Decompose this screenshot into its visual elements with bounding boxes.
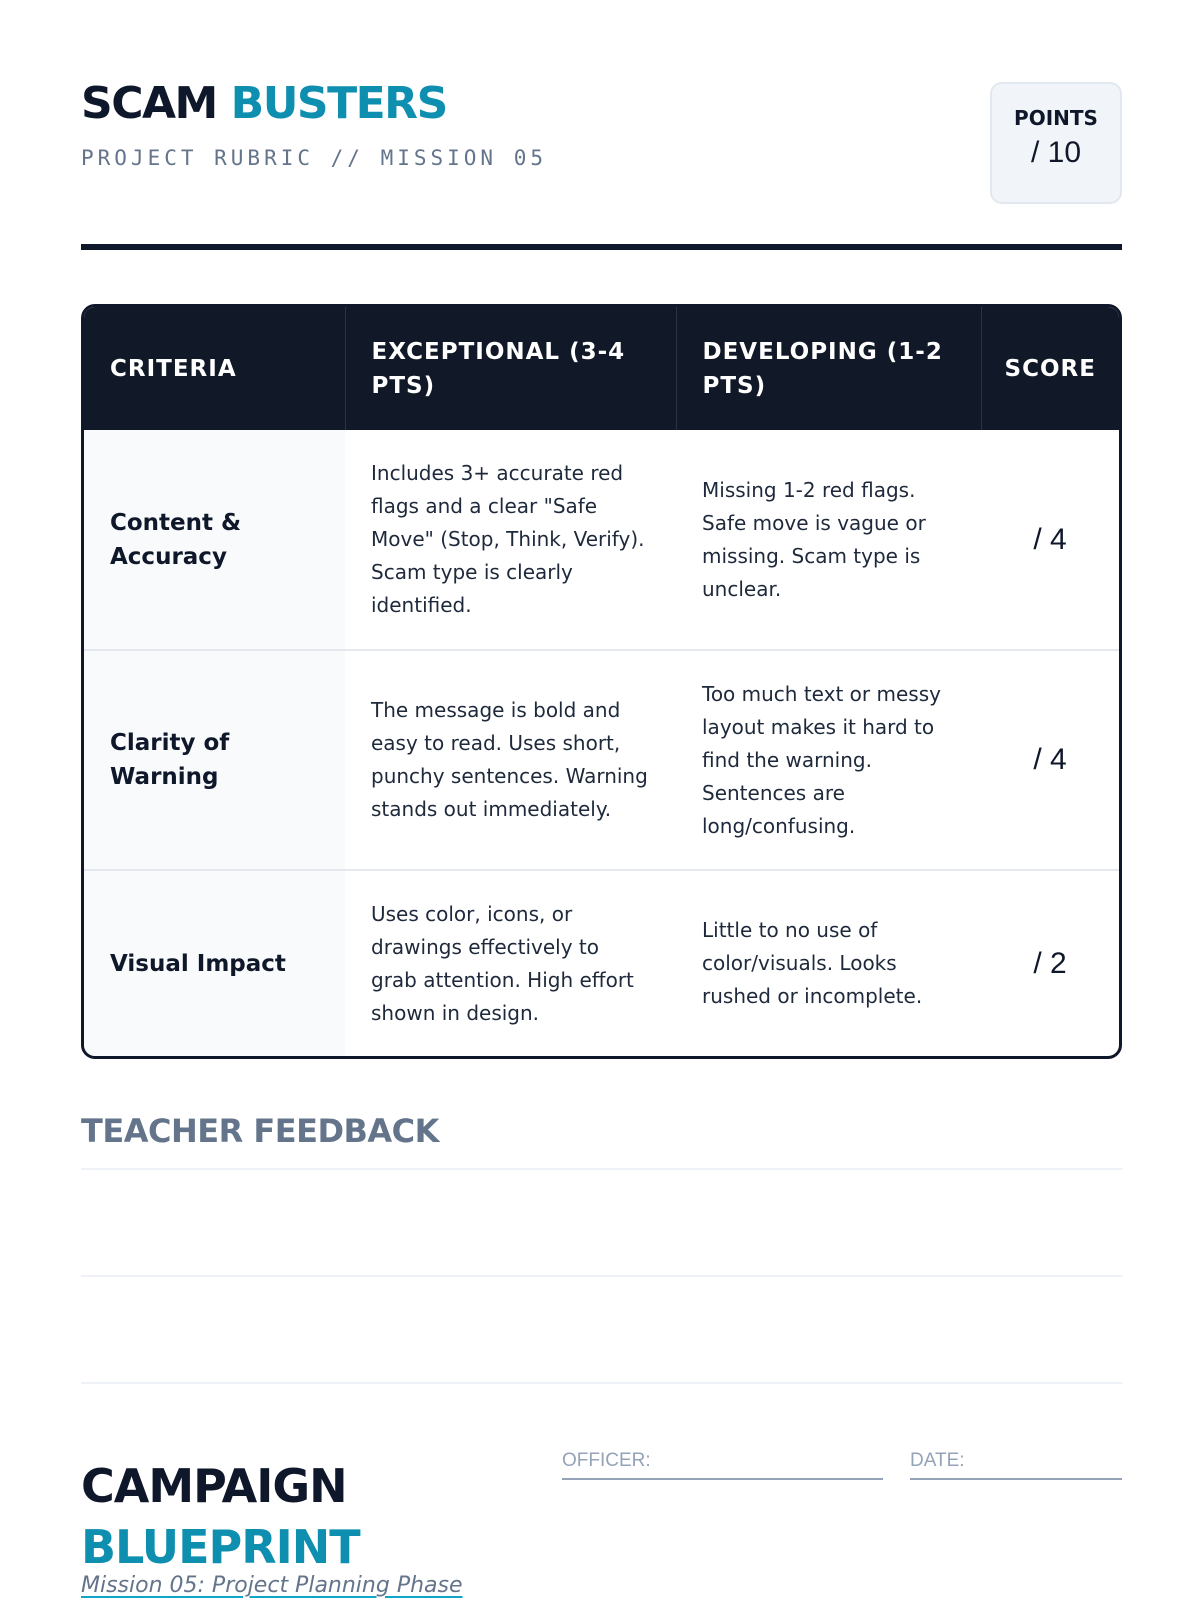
title-scam: SCAM bbox=[81, 78, 217, 129]
developing-cell: Missing 1-2 red flags. Safe move is vague or missing. Scam type is unclear. bbox=[702, 477, 926, 601]
rubric-header-row bbox=[84, 307, 1119, 430]
exceptional-cell: Uses color, icons, or drawings effectively to grab attention. High effort shown in design. bbox=[345, 870, 676, 1056]
page-title bbox=[81, 78, 1122, 129]
blueprint-title-line2: BLUEPRINT bbox=[81, 1520, 360, 1574]
feedback-line[interactable] bbox=[81, 1382, 1122, 1384]
criteria-cell: Clarity of Warning bbox=[84, 650, 345, 870]
points-label: POINTS bbox=[1014, 106, 1098, 130]
score-cell: / 4 bbox=[1033, 522, 1067, 556]
column-header-score: SCORE bbox=[1004, 355, 1096, 382]
feedback-line[interactable] bbox=[81, 1275, 1122, 1277]
exceptional-cell: Includes 3+ accurate red flags and a clear "Safe Move" (Stop, Think, Verify). Scam type is clearly identified. bbox=[371, 461, 645, 617]
table-row bbox=[84, 870, 1119, 1056]
rubric-table bbox=[81, 304, 1122, 1059]
feedback-line[interactable] bbox=[81, 1168, 1122, 1170]
page-subtitle: PROJECT RUBRIC // MISSION 05 bbox=[81, 146, 548, 170]
column-header-criteria: CRITERIA bbox=[84, 307, 345, 430]
feedback-title: TEACHER FEEDBACK bbox=[81, 1112, 439, 1150]
title-busters: BUSTERS bbox=[230, 78, 447, 129]
criteria-cell: Content & Accuracy bbox=[84, 430, 345, 650]
blueprint-subtitle: Mission 05: Project Planning Phase bbox=[81, 1573, 463, 1598]
officer-label: OFFICER: bbox=[562, 1450, 651, 1471]
blueprint-title bbox=[81, 1456, 360, 1578]
date-label: DATE: bbox=[910, 1450, 965, 1471]
column-header-exceptional: EXCEPTIONAL (3-4 PTS) bbox=[345, 307, 676, 430]
points-value: / 10 bbox=[1030, 136, 1082, 169]
table-row bbox=[84, 650, 1119, 870]
header-divider bbox=[81, 244, 1122, 250]
blueprint-title-line1: CAMPAIGN bbox=[81, 1459, 347, 1513]
header bbox=[81, 78, 1122, 212]
points-box bbox=[990, 82, 1122, 204]
criteria-cell: Visual Impact bbox=[84, 870, 345, 1056]
score-cell: / 4 bbox=[981, 650, 1119, 870]
date-field[interactable] bbox=[910, 1450, 1122, 1480]
developing-cell: Too much text or messy layout makes it hard to find the warning. Sentences are long/confusing. bbox=[676, 650, 981, 870]
exceptional-cell: The message is bold and easy to read. Uses short, punchy sentences. Warning stands out immediately. bbox=[345, 650, 676, 870]
score-cell: / 2 bbox=[981, 870, 1119, 1056]
developing-cell: Little to no use of color/visuals. Looks rushed or incomplete. bbox=[676, 870, 981, 1056]
column-header-developing: DEVELOPING (1-2 PTS) bbox=[676, 307, 981, 430]
officer-field[interactable] bbox=[562, 1450, 883, 1480]
table-row bbox=[84, 430, 1119, 650]
